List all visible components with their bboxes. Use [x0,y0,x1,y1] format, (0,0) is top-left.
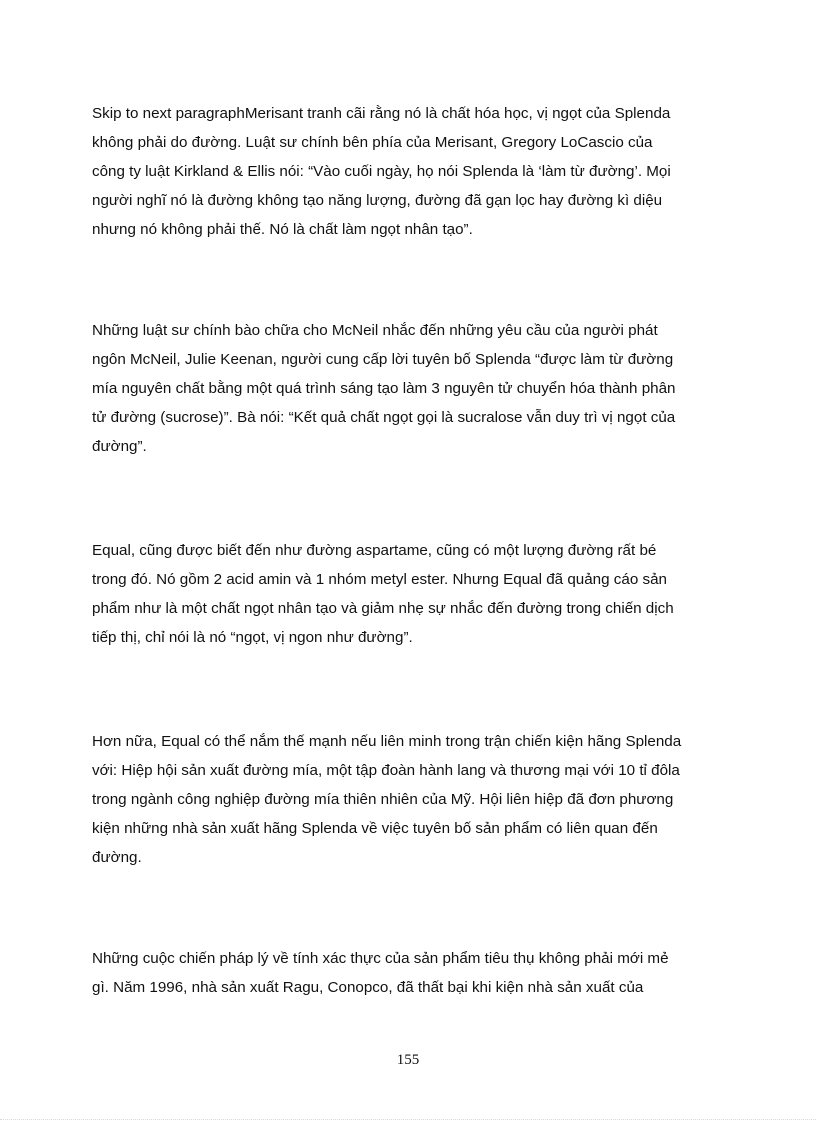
paragraph-merisant [92,99,732,244]
text-line: phẩm như là một chất ngọt nhân tạo và giảm nhẹ sự nhắc đến đường trong chiến dịch [92,600,674,617]
text-line: với: Hiệp hội sản xuất đường mía, một tập đoàn hành lang và thương mại với 10 tỉ đôla [92,762,680,779]
paragraph-equal [92,536,732,652]
text-line: ngôn McNeil, Julie Keenan, người cung cấp lời tuyên bố Splenda “được làm từ đường [92,351,674,368]
paragraph-sugar-association [92,727,732,872]
text-line: kiện những nhà sản xuất hãng Splenda về việc tuyên bố sản phẩm có liên quan đến [92,820,658,837]
text-line: trong đó. Nó gồm 2 acid amin và 1 nhóm metyl ester. Nhưng Equal đã quảng cáo sản [92,571,667,588]
page-bottom-divider [0,1119,816,1120]
page-number: 155 [396,1052,420,1068]
text-line: công ty luật Kirkland & Ellis nói: “Vào cuối ngày, họ nói Splenda là ‘làm từ đường’. Mọi [92,163,671,180]
text-line: Những luật sư chính bào chữa cho McNeil nhắc đến những yêu cầu của người phát [92,322,658,339]
text-line: Hơn nữa, Equal có thể nắm thế mạnh nếu liên minh trong trận chiến kiện hãng Splenda [92,733,682,750]
paragraph-mcneil [92,316,732,461]
text-line: nhưng nó không phải thế. Nó là chất làm ngọt nhân tạo”. [92,221,473,238]
text-line: đường. [92,849,142,866]
text-line: mía nguyên chất bằng một quá trình sáng tạo làm 3 nguyên tử chuyển hóa thành phân [92,380,676,397]
text-line: tiếp thị, chỉ nói là nó “ngọt, vị ngon như đường”. [92,629,413,646]
text-line: Skip to next paragraphMerisant tranh cãi rằng nó là chất hóa học, vị ngọt của Splenda [92,105,671,122]
text-line: Equal, cũng được biết đến như đường aspartame, cũng có một lượng đường rất bé [92,542,657,559]
text-line: trong ngành công nghiệp đường mía thiên nhiên của Mỹ. Hội liên hiệp đã đơn phương [92,791,674,808]
text-line: đường”. [92,438,147,455]
text-line: người nghĩ nó là đường không tạo năng lượng, đường đã gạn lọc hay đường kì diệu [92,192,663,209]
text-line: không phải do đường. Luật sư chính bên phía của Merisant, Gregory LoCascio của [92,134,653,151]
text-line: tử đường (sucrose)”. Bà nói: “Kết quả chất ngọt gọi là sucralose vẫn duy trì vị ngọt của [92,409,676,426]
text-line: Những cuộc chiến pháp lý về tính xác thực của sản phẩm tiêu thụ không phải mới mẻ [92,950,669,967]
text-line: gì. Năm 1996, nhà sản xuất Ragu, Conopco, đã thất bại khi kiện nhà sản xuất của [92,979,644,996]
paragraph-legal-battles [92,944,732,1002]
